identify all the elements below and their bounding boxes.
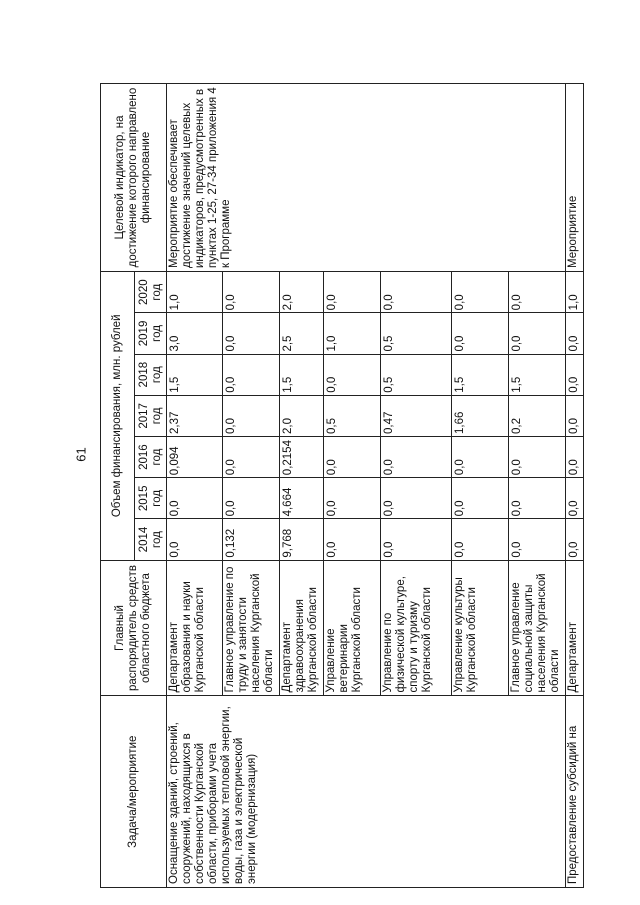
value-cell: 0,0 (324, 354, 381, 395)
distributor-cell: Департамент (566, 560, 584, 696)
value-cell: 0,0 (452, 436, 509, 477)
value-cell: 0,47 (381, 395, 452, 436)
header-distributor: Главный распорядитель средств областного бюджета (101, 560, 167, 696)
value-cell: 0,2154 (280, 436, 324, 477)
header-year: 2014 год (135, 519, 167, 560)
header-year: 2018 год (135, 354, 167, 395)
header-year: 2019 год (135, 313, 167, 354)
value-cell: 9,768 (280, 519, 324, 560)
value-cell: 0,0 (566, 395, 584, 436)
funding-table (100, 83, 584, 888)
value-cell: 1,5 (509, 354, 566, 395)
task-cell: Оснащение зданий, строений, сооружений, находящихся в собственности Курганской области, приборами учета используемых тепловой энергии, воды, газа и электрической энергии (модернизация) (167, 696, 566, 888)
header-task: Задача/мероприятие (101, 696, 167, 888)
value-cell: 0,0 (223, 436, 280, 477)
value-cell: 0,0 (223, 478, 280, 519)
value-cell: 0,0 (509, 272, 566, 313)
value-cell: 0,0 (324, 519, 381, 560)
distributor-cell: Управление культуры Курганской области (452, 560, 509, 696)
value-cell: 0,0 (381, 436, 452, 477)
value-cell: 0,094 (167, 436, 223, 477)
value-cell: 1,5 (167, 354, 223, 395)
value-cell: 1,0 (167, 272, 223, 313)
value-cell: 0,5 (381, 313, 452, 354)
value-cell: 0,0 (566, 313, 584, 354)
value-cell: 0,0 (566, 478, 584, 519)
value-cell: 2,0 (280, 272, 324, 313)
value-cell: 0,5 (324, 395, 381, 436)
value-cell: 0,0 (381, 478, 452, 519)
value-cell: 0,0 (566, 519, 584, 560)
header-indicator: Целевой индикатор, на достижение которого направлено финансирование (101, 84, 167, 272)
table-row (566, 84, 584, 888)
value-cell: 0,0 (452, 313, 509, 354)
funding-table-container (100, 83, 585, 888)
indicator-cell: Мероприятие (566, 84, 584, 272)
value-cell: 0,0 (223, 272, 280, 313)
value-cell: 0,0 (324, 478, 381, 519)
value-cell: 0,0 (509, 313, 566, 354)
header-year: 2015 год (135, 478, 167, 519)
value-cell: 0,0 (381, 272, 452, 313)
value-cell: 0,0 (452, 272, 509, 313)
distributor-cell: Главное управление социальной защиты населения Курганской области (509, 560, 566, 696)
value-cell: 0,0 (324, 272, 381, 313)
value-cell: 0,132 (223, 519, 280, 560)
distributor-cell: Управление ветеринарии Курганской области (324, 560, 381, 696)
value-cell: 0,0 (452, 478, 509, 519)
header-funding: Объем финансирования, млн. рублей (101, 272, 135, 561)
header-row-1 (101, 84, 135, 888)
value-cell: 0,0 (509, 478, 566, 519)
header-year: 2017 год (135, 395, 167, 436)
header-year: 2020 год (135, 272, 167, 313)
distributor-cell: Управление по физической культуре, спорту и туризму Курганской области (381, 560, 452, 696)
value-cell: 0,0 (167, 519, 223, 560)
value-cell: 3,0 (167, 313, 223, 354)
value-cell: 0,0 (223, 354, 280, 395)
value-cell: 0,0 (509, 519, 566, 560)
value-cell: 1,5 (280, 354, 324, 395)
value-cell: 2,0 (280, 395, 324, 436)
value-cell: 1,66 (452, 395, 509, 436)
value-cell: 0,0 (223, 313, 280, 354)
value-cell: 0,0 (452, 519, 509, 560)
value-cell: 0,5 (381, 354, 452, 395)
value-cell: 2,37 (167, 395, 223, 436)
value-cell: 0,0 (223, 395, 280, 436)
value-cell: 0,2 (509, 395, 566, 436)
distributor-cell: Департамент образования и науки Курганской области (167, 560, 223, 696)
table-row (167, 84, 223, 888)
value-cell: 1,5 (452, 354, 509, 395)
value-cell: 1,0 (324, 313, 381, 354)
page-number: 61 (73, 447, 89, 462)
value-cell: 0,0 (381, 519, 452, 560)
value-cell: 4,664 (280, 478, 324, 519)
header-year: 2016 год (135, 436, 167, 477)
distributor-cell: Главное управление по труду и занятости населения Курганской области (223, 560, 280, 696)
value-cell: 1,0 (566, 272, 584, 313)
value-cell: 0,0 (566, 354, 584, 395)
value-cell: 2,5 (280, 313, 324, 354)
indicator-cell: Мероприятие обеспечивает достижение значений целевых индикаторов, предусмотренных в пунктах 1-25, 27-34 приложения 4 к Программе (167, 84, 566, 272)
value-cell: 0,0 (324, 436, 381, 477)
value-cell: 0,0 (167, 478, 223, 519)
value-cell: 0,0 (566, 436, 584, 477)
distributor-cell: Департамент здравоохранения Курганской области (280, 560, 324, 696)
value-cell: 0,0 (509, 436, 566, 477)
task-cell: Предоставление субсидий на (566, 696, 584, 888)
